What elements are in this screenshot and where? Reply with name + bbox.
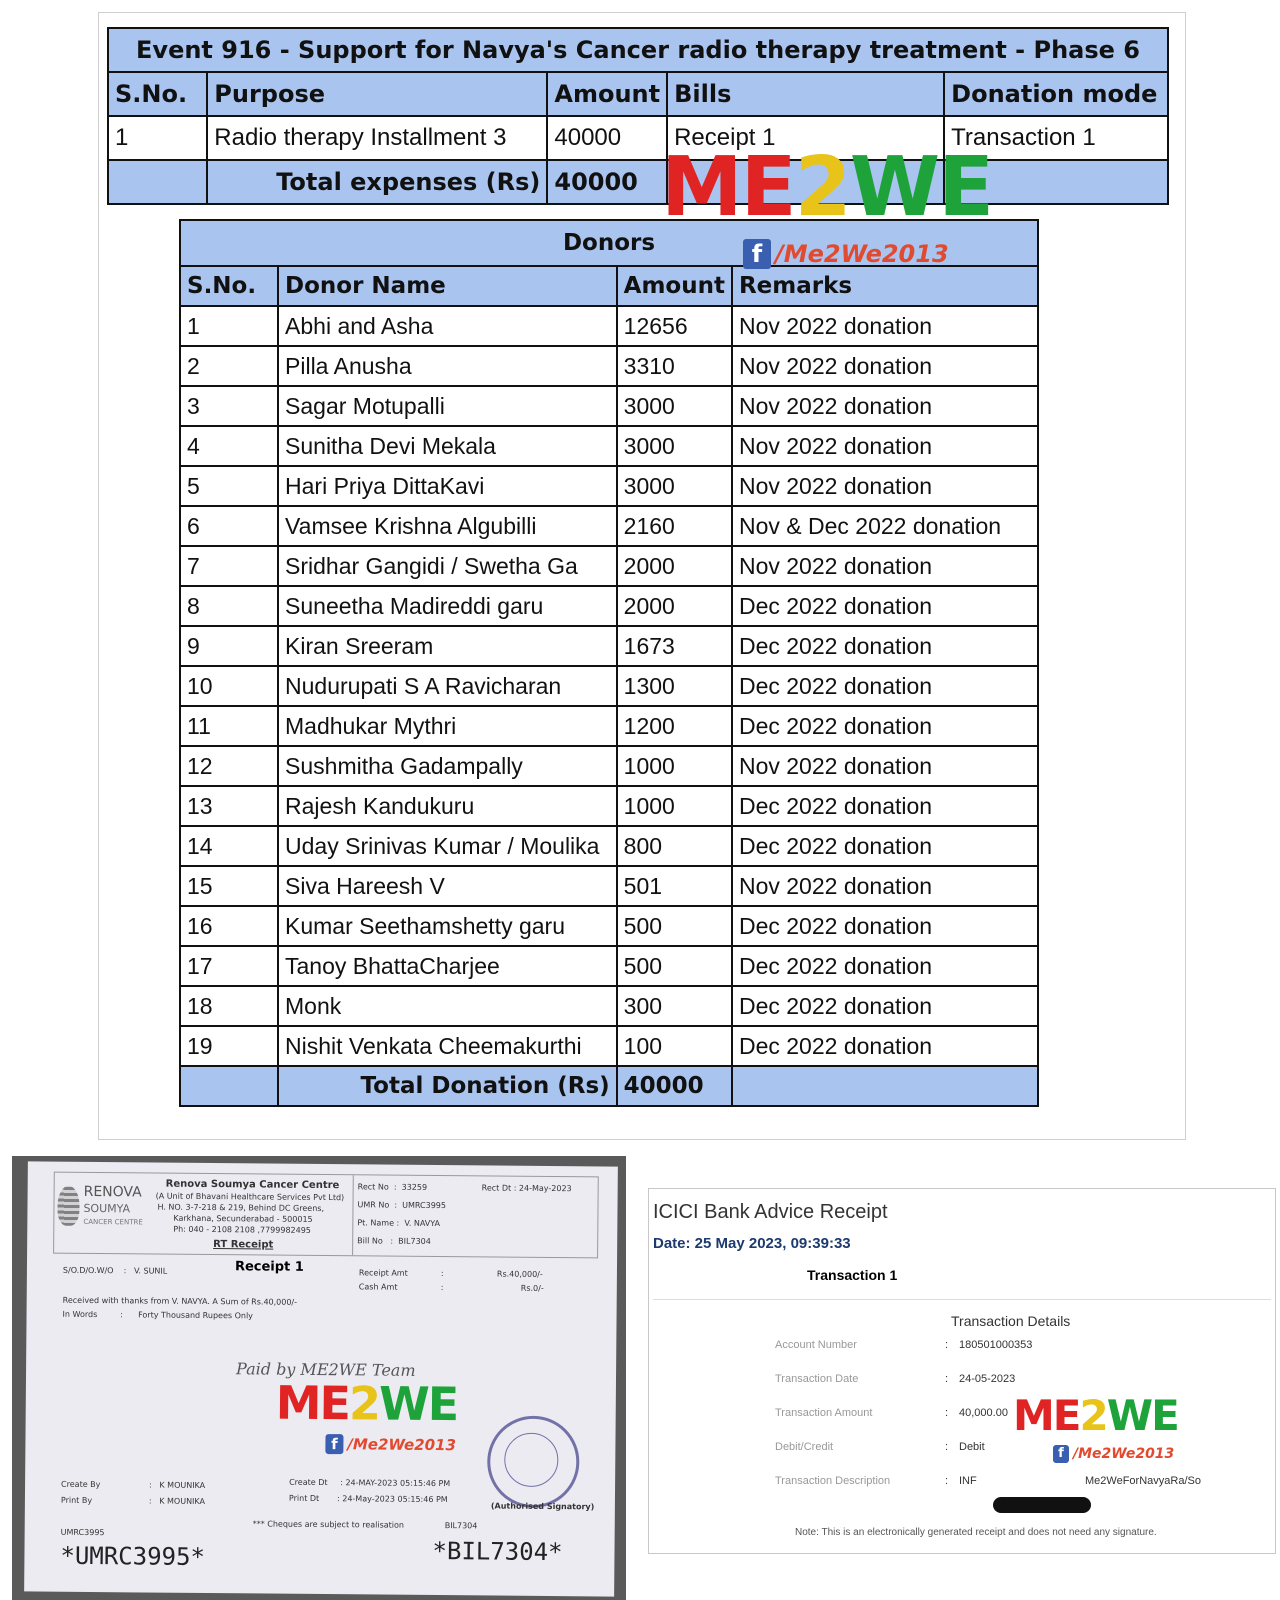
donor-remarks: Dec 2022 donation (732, 706, 1038, 746)
donors-table (179, 219, 1039, 1107)
org-phone: Ph: 040 - 2108 2108 ,7799982495 (173, 1224, 311, 1235)
advice-title: ICICI Bank Advice Receipt (653, 1201, 888, 1223)
donor-remarks: Dec 2022 donation (732, 666, 1038, 706)
donor-name: Nishit Venkata Cheemakurthi (278, 1026, 617, 1066)
org-address-2: Karkhana, Secunderabad - 500015 (173, 1213, 313, 1224)
donor-name: Kumar Seethamshetty garu (278, 906, 617, 946)
table-row (180, 906, 1038, 946)
field-label: Debit/Credit (775, 1441, 834, 1453)
donor-name: Tanoy BhattaCharjee (278, 946, 617, 986)
redacted-text (993, 1497, 1091, 1513)
donor-amount: 1200 (617, 706, 732, 746)
header-purpose: Purpose (207, 72, 547, 116)
field-value-prefix: INF (959, 1475, 977, 1487)
blank-cell (180, 1066, 278, 1106)
table-row (180, 306, 1038, 346)
donor-sno: 4 (180, 426, 278, 466)
header-sno: S.No. (108, 72, 207, 116)
expense-sno: 1 (108, 116, 207, 160)
field-colon: : (945, 1407, 949, 1419)
donor-sno: 17 (180, 946, 278, 986)
donor-name: Pilla Anusha (278, 346, 617, 386)
donor-name: Hari Priya DittaKavi (278, 466, 617, 506)
facebook-handle-watermark (743, 239, 949, 269)
donor-amount: 2000 (617, 586, 732, 626)
facebook-icon: f (743, 239, 771, 269)
me2we-watermark-logo: ME2WE (275, 1375, 458, 1432)
field-label: Transaction Date (775, 1373, 859, 1385)
donor-sno: 5 (180, 466, 278, 506)
donor-name: Sushmitha Gadampally (278, 746, 617, 786)
rect-dt: 24-May-2023 (518, 1183, 572, 1194)
donor-remarks: Dec 2022 donation (732, 826, 1038, 866)
table-row (180, 346, 1038, 386)
donor-remarks: Dec 2022 donation (732, 786, 1038, 826)
spreadsheet-screenshot (98, 12, 1186, 1140)
rect-no: 33259 (401, 1182, 428, 1192)
cheques-note: *** Cheques are subject to realisation (252, 1519, 405, 1530)
receipt-1-label: Receipt 1 (234, 1259, 304, 1275)
barcode-umr-small: UMRC3995 (60, 1527, 105, 1538)
donor-name: Siva Hareesh V (278, 866, 617, 906)
table-row (180, 426, 1038, 466)
donor-remarks: Nov 2022 donation (732, 386, 1038, 426)
field-value: 24-05-2023 (959, 1373, 1016, 1385)
blank-cell (732, 1066, 1038, 1106)
cancer-centre-logo-text: CANCER CENTRE (83, 1217, 143, 1227)
donor-remarks: Nov 2022 donation (732, 546, 1038, 586)
donor-amount: 3000 (617, 386, 732, 426)
donor-remarks: Nov 2022 donation (732, 466, 1038, 506)
table-row (180, 506, 1038, 546)
donor-name: Madhukar Mythri (278, 706, 617, 746)
facebook-handle: /Me2We2013 (1073, 1446, 1175, 1462)
table-row (180, 546, 1038, 586)
donor-sno: 6 (180, 506, 278, 546)
table-row (180, 386, 1038, 426)
donor-name: Abhi and Asha (278, 306, 617, 346)
advice-note: Note: This is an electronically generated receipt and does not need any signature. (795, 1527, 1157, 1538)
transaction-details-title: Transaction Details (951, 1313, 1071, 1329)
print-by: K MOUNIKA (159, 1496, 206, 1506)
rect-dt-label: Rect Dt (481, 1183, 512, 1193)
donor-amount: 1000 (617, 746, 732, 786)
field-colon: : (945, 1373, 949, 1385)
table-row (180, 986, 1038, 1026)
header-donor-name: Donor Name (278, 266, 617, 306)
table-row (180, 466, 1038, 506)
donor-sno: 19 (180, 1026, 278, 1066)
header-amount: Amount (617, 266, 732, 306)
donor-amount: 2000 (617, 546, 732, 586)
barcode-bill: *BIL7304* (432, 1536, 563, 1567)
header-remarks: Remarks (732, 266, 1038, 306)
org-subtitle: (A Unit of Bhavani Healthcare Services Pvt Ltd) (155, 1191, 345, 1203)
create-dt-label: Create Dt (289, 1477, 328, 1488)
print-by-label: Print By (60, 1495, 93, 1506)
expense-table (107, 27, 1169, 205)
table-row (180, 586, 1038, 626)
donor-amount: 500 (617, 946, 732, 986)
facebook-icon: f (1053, 1445, 1069, 1463)
donor-sno: 3 (180, 386, 278, 426)
received-text: Received with thanks from V. NAVYA. A Sum of Rs.40,000/- (62, 1295, 298, 1307)
receipt-photo (12, 1156, 626, 1600)
rt-receipt-title: RT Receipt (213, 1239, 274, 1251)
donor-amount: 1300 (617, 666, 732, 706)
donor-name: Sridhar Gangidi / Swetha Ga (278, 546, 617, 586)
create-by-label: Create By (61, 1479, 101, 1490)
donor-remarks: Nov 2022 donation (732, 426, 1038, 466)
relation-label: S/O.D/O.W/O (62, 1265, 114, 1276)
field-value: 180501000353 (959, 1339, 1033, 1351)
field-colon: : (945, 1441, 949, 1453)
in-words-label: In Words (62, 1309, 98, 1320)
donor-sno: 16 (180, 906, 278, 946)
field-value: Debit (959, 1441, 985, 1453)
donor-amount: 100 (617, 1026, 732, 1066)
facebook-handle: /Me2We2013 (775, 240, 949, 268)
hospital-stamp (487, 1415, 580, 1508)
field-label: Transaction Description (775, 1475, 891, 1487)
donor-name: Suneetha Madireddi garu (278, 586, 617, 626)
field-colon: : (945, 1475, 949, 1487)
bill-no-label: Bill No (357, 1236, 383, 1246)
donor-sno: 2 (180, 346, 278, 386)
donor-amount: 501 (617, 866, 732, 906)
donor-name: Nudurupati S A Ravicharan (278, 666, 617, 706)
donor-name: Monk (278, 986, 617, 1026)
table-row (180, 706, 1038, 746)
table-row (180, 1026, 1038, 1066)
total-expenses-amount: 40000 (547, 160, 667, 204)
bank-advice-receipt (648, 1188, 1276, 1554)
facebook-handle-watermark (1053, 1445, 1174, 1463)
donor-name: Sagar Motupalli (278, 386, 617, 426)
table-row (180, 826, 1038, 866)
donor-remarks: Nov 2022 donation (732, 746, 1038, 786)
table-row (180, 866, 1038, 906)
donor-name: Uday Srinivas Kumar / Moulika (278, 826, 617, 866)
donor-amount: 300 (617, 986, 732, 1026)
print-dt-label: Print Dt (288, 1493, 320, 1503)
expense-purpose: Radio therapy Installment 3 (207, 116, 547, 160)
donor-remarks: Nov 2022 donation (732, 866, 1038, 906)
header-bills: Bills (667, 72, 944, 116)
donor-sno: 7 (180, 546, 278, 586)
donor-sno: 13 (180, 786, 278, 826)
create-by: K MOUNIKA (159, 1480, 206, 1490)
donor-amount: 3310 (617, 346, 732, 386)
table-row (180, 666, 1038, 706)
donor-amount: 3000 (617, 426, 732, 466)
in-words-value: Forty Thousand Rupees Only (138, 1310, 253, 1321)
donor-sno: 9 (180, 626, 278, 666)
donor-amount: 500 (617, 906, 732, 946)
donor-amount: 1000 (617, 786, 732, 826)
donor-remarks: Dec 2022 donation (732, 1026, 1038, 1066)
field-label: Transaction Amount (775, 1407, 873, 1419)
donors-table-title: Donors (180, 220, 1038, 266)
donor-sno: 11 (180, 706, 278, 746)
advice-date: Date: 25 May 2023, 09:39:33 (653, 1235, 851, 1252)
relation-value: V. SUNIL (133, 1266, 168, 1276)
me2we-watermark-logo: ME2WE (661, 140, 993, 235)
expense-mode: Transaction 1 (944, 116, 1168, 160)
donor-amount: 12656 (617, 306, 732, 346)
donor-name: Sunitha Devi Mekala (278, 426, 617, 466)
receipt-paper: RENOVA SOUMYA CANCER CENTRE Renova Soumya Cancer Centre (A Unit of Bhavani Healthcare Services Pvt Ltd) H. NO. 3-7-218 & 219, Behind DC Greens, Karkhana, Secunderabad - 500015 Ph: 040 - 2108 2108 ,7799982495 RT Receipt Rect No : 33259 Rect Dt : 24-May-2023 UMR No : UMRC3995 Pt. Name : V. NAVYA Bill No : BIL7304 S/O.D/O.W/O : V. SUNIL Receipt 1 Receipt Amt : Rs.40,000/- Cash Amt : Rs.0/- Received with thanks from V. NAVYA. A Sum of Rs.40,000/- In Words : Forty Thousand Rupees Only Paid by ME2WE Team ME2WE f /Me2We2013 Create By : K MOUNIKA Print By : K MOUNIKA Create Dt : 24-MAY-2023 05:15:46 PM Print Dt : 24-May-2023 05:15:46 PM (Authorised Signatory) *** Cheques are subject to realisation BIL7304 UMRC3995 *UMRC3995* *BIL7304* (24, 1161, 618, 1596)
donor-amount: 1673 (617, 626, 732, 666)
rect-no-label: Rect No (357, 1182, 389, 1192)
donor-remarks: Nov 2022 donation (732, 306, 1038, 346)
donor-remarks: Dec 2022 donation (732, 626, 1038, 666)
transaction-1-label: Transaction 1 (807, 1267, 898, 1283)
renova-leaf-logo-icon (57, 1186, 79, 1226)
donor-sno: 10 (180, 666, 278, 706)
donor-sno: 18 (180, 986, 278, 1026)
donor-amount: 800 (617, 826, 732, 866)
blank-cell (108, 160, 207, 204)
pt-name: V. NAVYA (404, 1218, 441, 1229)
expense-bills: Receipt 1 (667, 116, 944, 160)
donor-remarks: Dec 2022 donation (732, 906, 1038, 946)
donor-remarks: Dec 2022 donation (732, 586, 1038, 626)
table-row (180, 946, 1038, 986)
header-donation-mode: Donation mode (944, 72, 1168, 116)
field-value: 40,000.00 (959, 1407, 1008, 1419)
barcode-umr: *UMRC3995* (60, 1541, 206, 1571)
donor-name: Vamsee Krishna Algubilli (278, 506, 617, 546)
table-row (108, 116, 1168, 160)
expense-amount: 40000 (547, 116, 667, 160)
donor-name: Kiran Sreeram (278, 626, 617, 666)
header-sno: S.No. (180, 266, 278, 306)
field-colon: : (945, 1339, 949, 1351)
facebook-handle: /Me2We2013 (347, 1435, 457, 1455)
total-expenses-label: Total expenses (Rs) (207, 160, 547, 204)
total-donation-label: Total Donation (Rs) (278, 1066, 617, 1106)
renova-logo-text: RENOVA (83, 1183, 142, 1201)
total-donation-amount: 40000 (617, 1066, 732, 1106)
donor-remarks: Nov 2022 donation (732, 346, 1038, 386)
authorised-signatory: (Authorised Signatory) (490, 1501, 595, 1512)
donor-remarks: Dec 2022 donation (732, 986, 1038, 1026)
org-address-1: H. NO. 3-7-218 & 219, Behind DC Greens, (157, 1202, 325, 1214)
print-dt: 24-May-2023 05:15:46 PM (342, 1494, 448, 1505)
table-row (180, 626, 1038, 666)
me2we-watermark-logo: ME2WE (1013, 1391, 1178, 1440)
donor-sno: 12 (180, 746, 278, 786)
create-dt: 24-MAY-2023 05:15:46 PM (345, 1478, 451, 1489)
donor-sno: 15 (180, 866, 278, 906)
barcode-bill-small: BIL7304 (444, 1521, 478, 1531)
header-amount: Amount (547, 72, 667, 116)
bill-no: BIL7304 (398, 1236, 431, 1246)
receipt-amt: Rs.40,000/- (496, 1269, 543, 1279)
receipt-amt-label: Receipt Amt (358, 1268, 408, 1278)
soumya-logo-text: SOUMYA (83, 1201, 131, 1216)
donor-sno: 1 (180, 306, 278, 346)
donor-name: Rajesh Kandukuru (278, 786, 617, 826)
donor-sno: 8 (180, 586, 278, 626)
cash-amt-label: Cash Amt (358, 1282, 398, 1292)
cash-amt: Rs.0/- (520, 1283, 544, 1293)
field-label: Account Number (775, 1339, 857, 1351)
umr-no: UMRC3995 (402, 1200, 447, 1211)
handwritten-note: Paid by ME2WE Team (236, 1359, 416, 1380)
facebook-icon: f (325, 1434, 343, 1454)
table-row (180, 786, 1038, 826)
facebook-handle-watermark (325, 1434, 456, 1455)
donor-amount: 3000 (617, 466, 732, 506)
org-name: Renova Soumya Cancer Centre (165, 1178, 340, 1192)
field-value-suffix: Me2WeForNavyaRa/So (1085, 1475, 1201, 1487)
expense-table-title: Event 916 - Support for Navya's Cancer radio therapy treatment - Phase 6 (108, 28, 1168, 72)
donor-amount: 2160 (617, 506, 732, 546)
donor-remarks: Nov & Dec 2022 donation (732, 506, 1038, 546)
umr-label: UMR No (357, 1200, 390, 1210)
donor-remarks: Dec 2022 donation (732, 946, 1038, 986)
pt-name-label: Pt. Name (357, 1218, 395, 1228)
table-row (180, 746, 1038, 786)
donor-sno: 14 (180, 826, 278, 866)
